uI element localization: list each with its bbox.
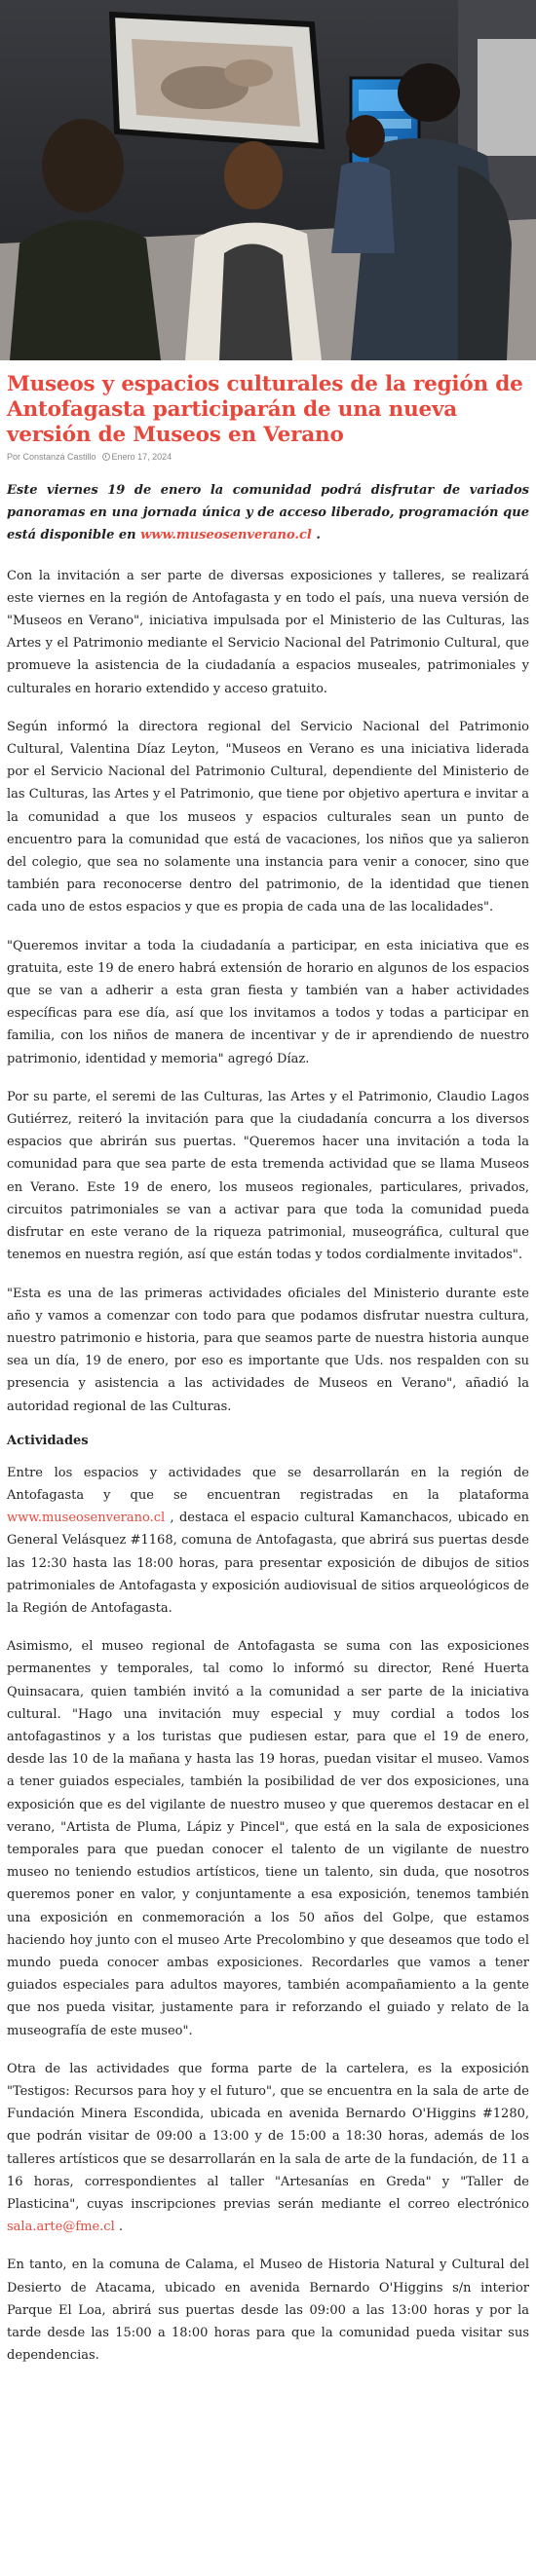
lead-end: . <box>311 528 321 543</box>
paragraph-3: "Queremos invitar a toda la ciudadanía a participar, en esta iniciativa que es gratuita, este 19 de enero habrá extensión de horario en algunos de los espacios que se van a adherir a esta gran fiesta y también van a haber actividades específicas para ese día, así que los invitamos a todos y todas a participar en familia, con los niños de manera de incentivar y de ir aprendiendo de nuestro patrimonio, identidad y memoria" agregó Díaz. <box>7 938 529 1066</box>
paragraph-7: Asimismo, el museo regional de Antofagasta se suma con las exposiciones permanentes y temporales, tal como lo informó su director, René Huerta Quinsacara, quien también invitó a la comunidad a ser parte de la iniciativa cultural. "Hago una invitación muy especial y muy cordial a todos los antofagastinos y a los turistas que pudiesen estar, para que el 19 de enero, desde las 10 de la mañana y hasta las 19 horas, puedan visitar el museo. Vamos a tener guiados especiales, también la posibilidad de ver dos exposiciones, una exposición que es del vigilante de nuestro museo y que queremos destacar en el verano, "Artista de Pluma, Lápiz y Pincel", que está en la sala de exposiciones temporales para que puedan conocer el talento de un vigilante de nuestro museo no teniendo estudios artísticos, tiene un talento, sin duda, que nosotros queremos poner en valor, y conjuntamente a esa exposición, tenemos también una exposición en conmemoración a los 50 años del Golpe, que estamos haciendo hoy junto con el museo Arte Precolombino y que deseamos que todo el mundo pueda conocer ambas exposiciones. Recordarles que vamos a tener guiados especiales para adultos mayores, también acompañamiento a la gente que nos pueda visitar, justamente para ir reforzando el guiado y relato de la museografía de este museo". <box>7 1639 529 2038</box>
paragraph-6 <box>7 1462 529 1620</box>
section-title: Actividades <box>7 1433 89 1448</box>
paragraph-9: En tanto, en la comuna de Calama, el Museo de Historia Natural y Cultural del Desierto de Atacama, ubicado en avenida Bernardo O'Higgins s/n interior Parque El Loa, abrirá sus puertas desde las 09:00 a las 13:00 horas y por la tarde desde las 15:00 a 18:00 horas para que la comunidad pueda visitar sus dependencias. <box>7 2258 529 2364</box>
clock-icon <box>102 453 110 461</box>
museum-visitors-photo <box>0 0 536 360</box>
lead-link[interactable]: www.museosenverano.cl <box>140 528 312 543</box>
paragraph-2: Según informó la directora regional del Servicio Nacional del Patrimonio Cultural, Valentina Díaz Leyton, "Museos en Verano es una iniciativa liderada por el Servicio Nacional del Patrimonio Cultural, dependiente del Ministerio de las Culturas, las Artes y el Patrimonio, que tiene por objetivo apertura e invitar a la comunidad a que los museos y espacios culturales sean un punto de encuentro para la comunidad que está de vacaciones, los niños que ya salieron del colegio, que sea no solamente una instancia para venir a conocer, sino que también para reconocerse dentro del patrimonio, de la identidad que tienen cada uno de estos espacios y que es propia de cada una de las localidades". <box>7 719 529 915</box>
p8-text-b: . <box>114 2220 124 2235</box>
hero-photo <box>0 0 536 360</box>
paragraph-5: "Esta es una de las primeras actividades oficiales del Ministerio durante este año y vamos a comenzar con todo para que podamos disfrutar nuestra cultura, nuestro patrimonio e historia, para que seamos parte de nuestra historia aunque sea un día, 19 de enero, por eso es importante que Uds. nos respalden con su presencia y asistencia a las actividades de Museos en Verano", añadió la autoridad regional de las Culturas. <box>7 1286 529 1414</box>
date-text: Enero 17, 2024 <box>111 452 172 462</box>
email-link[interactable]: sala.arte@fme.cl <box>7 2220 115 2235</box>
p8-text-a: Otra de las actividades que forma parte de la cartelera, es la exposición "Testigos: Recursos para hoy y el futuro", que se encuentra en la sala de arte de Fundación Minera Escondida, ubicada en avenida Bernardo O'Higgins #1280, que podrán visitar de 09:00 a 13:00 y de 15:00 a 18:30 horas, además de los talleres artísticos que se desarrollarán en la sala de arte de la fundación, de 11 a 16 horas, correspondientes al taller "Artesanías en Greda" y "Taller de Plasticina", cuyas inscripciones previas serán mediante el correo electrónico <box>7 2061 529 2213</box>
paragraph-4: Por su parte, el seremi de las Culturas, las Artes y el Patrimonio, Claudio Lagos Gutiérrez, reiteró la invitación para que la ciudadanía concurra a los diversos espacios que abrirán sus puertas. "Queremos hacer una invitación a toda la comunidad para que sea parte de esta tremenda actividad que se llama Museos en Verano. Este 19 de enero, los museos regionales, particulares, privados, circuitos patrimoniales se van a activar para que toda la comunidad pueda disfrutar en este verano de la riqueza patrimonial, museográfica, cultural que tenemos en nuestra región, así que están todas y todos cordialmente invitados". <box>7 1089 529 1263</box>
article <box>0 372 536 2367</box>
paragraph-8 <box>7 2058 529 2239</box>
date <box>102 452 172 462</box>
lead-paragraph <box>7 479 529 547</box>
p6-link[interactable]: www.museosenverano.cl <box>7 1511 166 1526</box>
article-title: Museos y espacios culturales de la región de Antofagasta participarán de una nueva versión de Museos en Verano <box>7 372 523 447</box>
paragraph-1: Con la invitación a ser parte de diversas exposiciones y talleres, se realizará este viernes en la región de Antofagasta y en todo el país, una nueva versión de "Museos en Verano", iniciativa impulsada por el Ministerio de las Culturas, las Artes y el Patrimonio mediante el Servicio Nacional del Patrimonio Cultural, que promueve la asistencia de la ciudadanía a espacios museales, patrimoniales y culturales en horario extendido y acceso gratuito. <box>7 568 529 696</box>
lead-text: Este viernes 19 de enero la comunidad podrá disfrutar de variados panoramas en una jornada única y de acceso liberado, programación que está disponible en <box>7 483 529 543</box>
p6-text-a: Entre los espacios y actividades que se desarrollarán en la región de Antofagasta y que se encuentran registradas en la plataforma <box>7 1465 529 1503</box>
author: Por Constanzá Castillo <box>7 452 96 462</box>
p6-text-b: , destaca el espacio cultural Kamanchacos, ubicado en General Velásquez #1168, comuna de Antofagasta, que abrirá sus puertas desde las 12:30 hasta las 18:00 horas, para presentar exposición de dibujos de sitios patrimoniales de Antofagasta y exposición audiovisual de sitios arqueológicos de la Región de Antofagasta. <box>7 1511 529 1616</box>
article-meta <box>7 452 529 462</box>
